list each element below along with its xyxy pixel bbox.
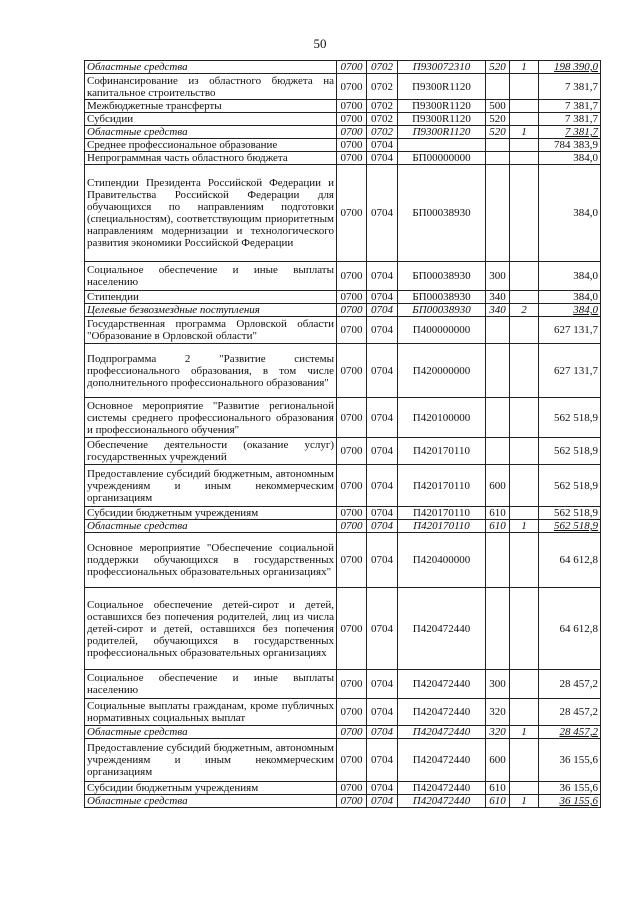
funding-source-code [510,139,539,152]
table-row [85,291,601,304]
section-code: 0700 [337,739,367,782]
expense-type-code [486,344,510,398]
target-article-code: П9300R1120 [398,126,486,139]
subsection-code: 0704 [367,317,398,344]
target-article-code: П420472440 [398,726,486,739]
section-code: 0700 [337,520,367,533]
section-code: 0700 [337,113,367,126]
target-article-code: П9300R1120 [398,74,486,100]
target-article-code: П420472440 [398,588,486,670]
section-code: 0700 [337,670,367,699]
table-row [85,126,601,139]
expense-type-code [486,74,510,100]
row-name: Межбюджетные трансферты [85,100,337,113]
subsection-code: 0702 [367,126,398,139]
table-row [85,100,601,113]
table-row [85,438,601,465]
funding-source-code [510,113,539,126]
section-code: 0700 [337,291,367,304]
table-row [85,398,601,438]
row-name: Непрограммная часть областного бюджета [85,152,337,165]
section-code: 0700 [337,699,367,726]
target-article-code: БП00038930 [398,165,486,262]
subsection-code: 0704 [367,782,398,795]
expense-type-code: 520 [486,61,510,74]
expense-type-code: 300 [486,262,510,291]
section-code: 0700 [337,317,367,344]
row-name: Софинансирование из областного бюджета на капитальное строительство [85,74,337,100]
section-code: 0700 [337,165,367,262]
amount: 562 518,9 [539,438,601,465]
row-name: Предоставление субсидий бюджетным, автономным учреждениям и иным некоммерческим организациям [85,465,337,507]
target-article-code: БП00038930 [398,291,486,304]
target-article-code: П420472440 [398,739,486,782]
section-code: 0700 [337,262,367,291]
amount: 384,0 [539,291,601,304]
expense-type-code: 600 [486,739,510,782]
amount: 28 457,2 [539,726,601,739]
amount: 7 381,7 [539,100,601,113]
funding-source-code [510,74,539,100]
section-code: 0700 [337,726,367,739]
expense-type-code: 320 [486,699,510,726]
row-name: Областные средства [85,795,337,808]
row-name: Государственная программа Орловской области "Образование в Орловской области" [85,317,337,344]
subsection-code: 0704 [367,152,398,165]
amount: 562 518,9 [539,465,601,507]
row-name: Стипендии Президента Российской Федерации и Правительства Российской Федерации для обучающихся по направлениям подготовки (специальностям), соответствующим приоритетным направлениям модернизации и технологического развития экономики Российской Федерации [85,165,337,262]
section-code: 0700 [337,438,367,465]
section-code: 0700 [337,152,367,165]
expense-type-code: 300 [486,670,510,699]
subsection-code: 0704 [367,795,398,808]
funding-source-code [510,152,539,165]
row-name: Стипендии [85,291,337,304]
funding-source-code [510,262,539,291]
row-name: Социальные выплаты гражданам, кроме публичных нормативных социальных выплат [85,699,337,726]
target-article-code: П420170110 [398,507,486,520]
amount: 384,0 [539,152,601,165]
expense-type-code [486,398,510,438]
subsection-code: 0704 [367,726,398,739]
row-name: Социальное обеспечение и иные выплаты населению [85,262,337,291]
subsection-code: 0704 [367,398,398,438]
table-row [85,61,601,74]
amount: 562 518,9 [539,507,601,520]
target-article-code: П420472440 [398,795,486,808]
target-article-code: П420170110 [398,465,486,507]
amount: 28 457,2 [539,699,601,726]
section-code: 0700 [337,782,367,795]
budget-table [84,60,601,808]
subsection-code: 0704 [367,262,398,291]
target-article-code: П420400000 [398,533,486,588]
section-code: 0700 [337,465,367,507]
expense-type-code: 610 [486,782,510,795]
expense-type-code: 340 [486,304,510,317]
table-row [85,699,601,726]
amount: 7 381,7 [539,74,601,100]
table-row [85,533,601,588]
row-name: Областные средства [85,520,337,533]
table-row [85,507,601,520]
table-row [85,262,601,291]
row-name: Областные средства [85,126,337,139]
section-code: 0700 [337,126,367,139]
expense-type-code [486,438,510,465]
row-name: Областные средства [85,726,337,739]
row-name: Субсидии бюджетным учреждениям [85,782,337,795]
amount: 64 612,8 [539,533,601,588]
table-row [85,588,601,670]
funding-source-code: 1 [510,726,539,739]
target-article-code: П420170110 [398,438,486,465]
target-article-code: П420000000 [398,344,486,398]
section-code: 0700 [337,533,367,588]
amount: 28 457,2 [539,670,601,699]
expense-type-code [486,165,510,262]
funding-source-code [510,670,539,699]
amount: 384,0 [539,304,601,317]
budget-table-body [85,61,601,808]
target-article-code: БП00038930 [398,304,486,317]
funding-source-code: 2 [510,304,539,317]
funding-source-code: 1 [510,61,539,74]
row-name: Среднее профессиональное образование [85,139,337,152]
row-name: Основное мероприятие "Развитие региональной системы среднего профессионального образования и профессионального обучения" [85,398,337,438]
subsection-code: 0704 [367,438,398,465]
target-article-code: П9300R1120 [398,113,486,126]
page-number: 50 [313,36,327,51]
subsection-code: 0704 [367,588,398,670]
table-row [85,139,601,152]
expense-type-code [486,317,510,344]
funding-source-code [510,100,539,113]
table-row [85,726,601,739]
subsection-code: 0704 [367,520,398,533]
subsection-code: 0704 [367,699,398,726]
subsection-code: 0704 [367,533,398,588]
subsection-code: 0704 [367,739,398,782]
amount: 7 381,7 [539,126,601,139]
subsection-code: 0702 [367,61,398,74]
funding-source-code [510,165,539,262]
funding-source-code [510,782,539,795]
target-article-code: П400000000 [398,317,486,344]
amount: 627 131,7 [539,344,601,398]
expense-type-code: 520 [486,126,510,139]
row-name: Предоставление субсидий бюджетным, автономным учреждениям и иным некоммерческим организациям [85,739,337,782]
amount: 198 390,0 [539,61,601,74]
funding-source-code [510,438,539,465]
amount: 627 131,7 [539,317,601,344]
expense-type-code: 610 [486,507,510,520]
table-row [85,74,601,100]
target-article-code: БП00000000 [398,152,486,165]
row-name: Целевые безвозмездные поступления [85,304,337,317]
table-row [85,739,601,782]
amount: 64 612,8 [539,588,601,670]
table-row [85,152,601,165]
amount: 36 155,6 [539,739,601,782]
section-code: 0700 [337,588,367,670]
table-row [85,304,601,317]
section-code: 0700 [337,795,367,808]
table-row [85,520,601,533]
section-code: 0700 [337,398,367,438]
table-row [85,795,601,808]
row-name: Обеспечение деятельности (оказание услуг) государственных учреждений [85,438,337,465]
amount: 384,0 [539,262,601,291]
row-name: Социальное обеспечение и иные выплаты населению [85,670,337,699]
funding-source-code: 1 [510,126,539,139]
funding-source-code [510,344,539,398]
target-article-code: БП00038930 [398,262,486,291]
expense-type-code: 600 [486,465,510,507]
amount: 384,0 [539,165,601,262]
funding-source-code [510,465,539,507]
expense-type-code: 320 [486,726,510,739]
funding-source-code [510,398,539,438]
subsection-code: 0704 [367,465,398,507]
funding-source-code [510,291,539,304]
expense-type-code: 610 [486,520,510,533]
target-article-code: П420100000 [398,398,486,438]
table-row [85,344,601,398]
funding-source-code [510,533,539,588]
amount: 36 155,6 [539,795,601,808]
table-row [85,165,601,262]
table-row [85,465,601,507]
row-name: Субсидии [85,113,337,126]
row-name: Социальное обеспечение детей-сирот и детей, оставшихся без попечения родителей, лиц из числа детей-сирот и детей, оставшихся без попечения родителей, обучающихся в государственных профессиональных образовательных организациях [85,588,337,670]
expense-type-code [486,588,510,670]
amount: 562 518,9 [539,520,601,533]
table-row [85,782,601,795]
section-code: 0700 [337,100,367,113]
target-article-code: П420170110 [398,520,486,533]
expense-type-code: 340 [486,291,510,304]
expense-type-code [486,152,510,165]
row-name: Субсидии бюджетным учреждениям [85,507,337,520]
expense-type-code: 520 [486,113,510,126]
section-code: 0700 [337,61,367,74]
amount: 36 155,6 [539,782,601,795]
amount: 7 381,7 [539,113,601,126]
expense-type-code: 500 [486,100,510,113]
subsection-code: 0702 [367,113,398,126]
funding-source-code: 1 [510,795,539,808]
subsection-code: 0704 [367,139,398,152]
expense-type-code [486,139,510,152]
funding-source-code [510,507,539,520]
section-code: 0700 [337,507,367,520]
subsection-code: 0704 [367,165,398,262]
amount: 784 383,9 [539,139,601,152]
table-row [85,670,601,699]
expense-type-code: 610 [486,795,510,808]
row-name: Подпрограмма 2 "Развитие системы профессионального образования, в том числе дополнительного профессионального образования" [85,344,337,398]
subsection-code: 0704 [367,291,398,304]
target-article-code [398,139,486,152]
funding-source-code [510,699,539,726]
expense-type-code [486,533,510,588]
amount: 562 518,9 [539,398,601,438]
target-article-code: П420472440 [398,782,486,795]
subsection-code: 0702 [367,74,398,100]
funding-source-code [510,317,539,344]
funding-source-code [510,588,539,670]
subsection-code: 0704 [367,304,398,317]
table-row [85,317,601,344]
subsection-code: 0702 [367,100,398,113]
section-code: 0700 [337,344,367,398]
row-name: Основное мероприятие "Обеспечение социальной поддержки обучающихся в государственных профессиональных образовательных организациях" [85,533,337,588]
target-article-code: П420472440 [398,670,486,699]
subsection-code: 0704 [367,507,398,520]
target-article-code: П9300R1120 [398,100,486,113]
subsection-code: 0704 [367,670,398,699]
funding-source-code: 1 [510,520,539,533]
row-name: Областные средства [85,61,337,74]
funding-source-code [510,739,539,782]
section-code: 0700 [337,74,367,100]
subsection-code: 0704 [367,344,398,398]
table-row [85,113,601,126]
section-code: 0700 [337,139,367,152]
section-code: 0700 [337,304,367,317]
target-article-code: П930072310 [398,61,486,74]
target-article-code: П420472440 [398,699,486,726]
